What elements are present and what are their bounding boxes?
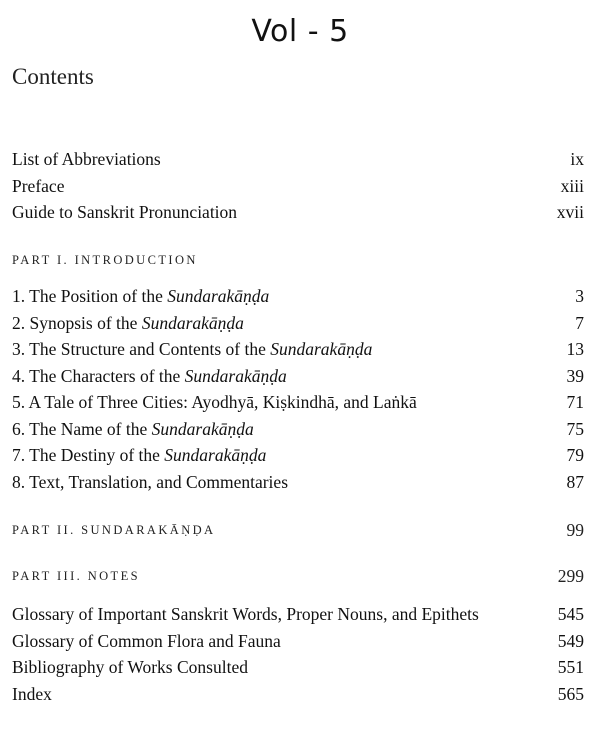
toc-entry-title: 6. The Name of the Sundarakāṇḍa	[12, 418, 254, 439]
toc-entry	[12, 442, 584, 469]
toc-entry-title: Glossary of Common Flora and Fauna	[12, 630, 281, 651]
part-heading	[12, 253, 584, 268]
toc-entry-title: Glossary of Important Sanskrit Words, Proper Nouns, and Epithets	[12, 604, 479, 624]
toc-entry	[12, 283, 584, 310]
toc-entry-page: xiii	[560, 175, 584, 196]
toc-entry	[12, 336, 584, 363]
toc-entry-title: Bibliography of Works Consulted	[12, 657, 248, 677]
part-heading	[12, 566, 584, 587]
toc-entry-page: 545	[557, 604, 584, 624]
toc-entry-page: 39	[566, 365, 584, 386]
toc-entry	[12, 601, 584, 628]
toc-entry	[12, 173, 584, 200]
toc-entry-title: Preface	[12, 175, 65, 196]
toc-entry	[12, 310, 584, 337]
toc-entry-title: 4. The Characters of the Sundarakāṇḍa	[12, 365, 287, 386]
toc-entry	[12, 628, 584, 655]
toc-entry	[12, 681, 584, 708]
part-label: PART I. INTRODUCTION	[12, 253, 198, 267]
volume-heading: Vol - 5	[251, 14, 349, 49]
toc-entry-page: 87	[566, 471, 584, 492]
toc-entry-page: 75	[566, 418, 584, 439]
toc-entry	[12, 654, 584, 681]
toc-entry-title: Guide to Sanskrit Pronunciation	[12, 202, 238, 222]
toc-entry	[12, 146, 584, 173]
toc-entry-page: 13	[566, 339, 584, 359]
toc-entry-page: xvii	[556, 202, 584, 222]
toc-entry	[12, 199, 584, 226]
toc-entry-title: 2. Synopsis of the Sundarakāṇḍa	[12, 312, 244, 333]
toc-entry-title: 8. Text, Translation, and Commentaries	[12, 471, 289, 492]
toc-entry-title: 5. A Tale of Three Cities: Ayodhyā, Kiṣkindhā, and Laṅkā	[12, 392, 417, 412]
toc-entry	[12, 416, 584, 443]
toc-entry-title: 1. The Position of the Sundarakāṇḍa	[12, 286, 270, 306]
contents-title: Contents	[12, 64, 94, 89]
part-heading	[12, 520, 584, 541]
toc-entry-page: 3	[575, 286, 584, 306]
part1-chapter-list	[12, 283, 584, 495]
part-page: 299	[557, 566, 584, 586]
toc-entry-title: 3. The Structure and Contents of the Sundarakāṇḍa	[12, 339, 373, 359]
part-label: PART II. SUNDARAKĀṆḌA	[12, 523, 216, 537]
toc-entry	[12, 363, 584, 390]
toc-entry-page: 7	[575, 312, 584, 333]
toc-entry-page: 565	[557, 683, 584, 704]
front-matter-list	[12, 146, 584, 226]
toc-entry-page: 549	[557, 630, 584, 651]
toc-entry-title: List of Abbreviations	[12, 149, 161, 169]
part-label: PART III. NOTES	[12, 569, 140, 583]
toc-entry-page: 551	[557, 657, 584, 677]
toc-entry-page: 71	[566, 392, 584, 412]
toc-entry	[12, 389, 584, 416]
toc-entry-title: Index	[12, 683, 52, 704]
toc-entry-page: 79	[566, 445, 584, 465]
toc-entry	[12, 469, 584, 496]
back-matter-list	[12, 601, 584, 707]
part-page: 99	[566, 520, 584, 540]
toc-entry-page: ix	[570, 149, 584, 169]
toc-entry-title: 7. The Destiny of the Sundarakāṇḍa	[12, 445, 267, 465]
